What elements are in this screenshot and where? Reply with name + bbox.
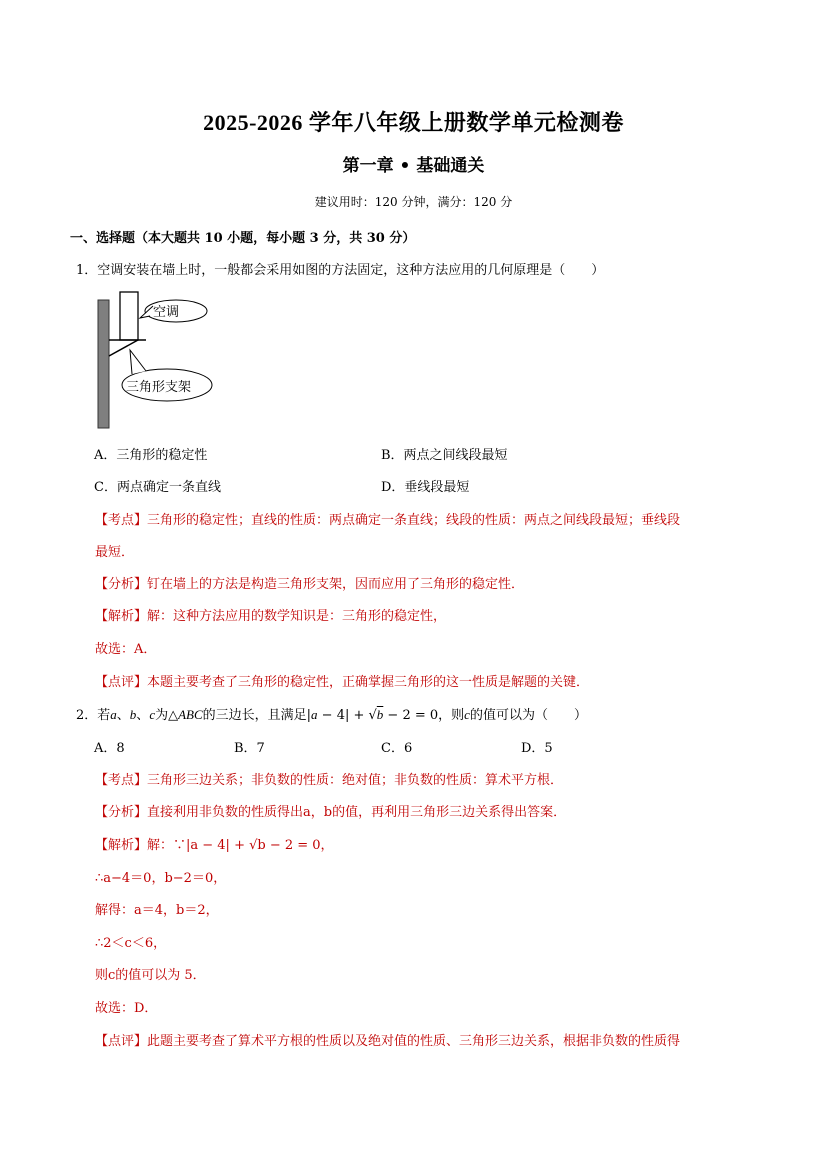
section-heading: 一、选择题（本大题共 10 小题，每小题 3 分，共 30 分）	[70, 231, 416, 246]
q2-expr-b: b	[376, 707, 384, 722]
q2-stem-mid: 为△	[155, 708, 179, 723]
q2-option-b: B．7	[234, 741, 265, 756]
page-title: 2025-2026 学年八年级上册数学单元检测卷	[203, 110, 624, 135]
q2-step3: ∴2＜c＜6，	[95, 936, 167, 951]
q2-expr-a: a	[311, 707, 318, 722]
bracket-brace-line	[109, 340, 138, 356]
q2-dianping: 【点评】此题主要考查了算术平方根的性质以及绝对值的性质、三角形三边关系，根据非负数的性质得	[95, 1034, 681, 1049]
q1-option-d: D．垂线段最短	[381, 480, 470, 495]
callout-pointer-frame	[130, 350, 146, 374]
q1-jiexi: 【解析】解：这种方法应用的数学知识是：三角形的稳定性，	[95, 609, 447, 624]
q2-fenxi: 【分析】直接利用非负数的性质得出a，b的值，再利用三角形三边关系得出答案．	[95, 805, 567, 820]
figure-label-ac: 空调	[153, 305, 180, 320]
q1-stem: 1．空调安装在墙上时，一般都会采用如图的方法固定，这种方法应用的几何原理是（ ）	[76, 263, 605, 278]
q2-kaodian: 【考点】三角形三边关系；非负数的性质：绝对值；非负数的性质：算术平方根．	[95, 773, 564, 788]
page-subtitle: 第一章 • 基础通关	[342, 156, 485, 176]
q1-option-c: C．两点确定一条直线	[94, 480, 221, 495]
air-conditioner-shape	[120, 292, 138, 340]
q1-dianping: 【点评】本题主要考查了三角形的稳定性，正确掌握三角形的这一性质是解题的关键．	[95, 675, 590, 690]
q2-expr-part4: − 2 = 0，则	[383, 708, 465, 723]
q2-option-a: A．8	[94, 741, 125, 756]
q2-triangle-abc: ABC	[178, 707, 203, 722]
q2-option-c: C．6	[381, 741, 413, 756]
q2-var-c: c	[149, 707, 156, 722]
q2-var-b: b	[129, 707, 137, 722]
q2-jiexi: 【解析】解：∵|a − 4| + √b − 2 = 0，	[95, 838, 334, 853]
q2-sep2: 、	[136, 708, 150, 723]
q2-sep1: 、	[116, 708, 130, 723]
q2-stem-mid2: 的三边长，且满足|	[202, 708, 312, 723]
q2-var-a: a	[110, 707, 117, 722]
q1-kaodian-line1: 【考点】三角形的稳定性；直线的性质：两点确定一条直线；线段的性质：两点之间线段最短；垂线段	[95, 513, 681, 528]
wall-shape	[98, 300, 109, 428]
q2-stem-prefix: 2．若	[76, 708, 111, 723]
q2-step2: 解得：a＝4，b＝2，	[95, 903, 219, 918]
q2-expr-part2: − 4| + √	[317, 708, 377, 723]
q1-guxuan: 故选：A．	[95, 642, 157, 657]
q2-guxuan: 故选：D．	[95, 1001, 158, 1016]
q1-option-b: B．两点之间线段最短	[381, 448, 508, 463]
q2-step4: 则c的值可以为 5．	[95, 968, 206, 983]
q1-kaodian-line2: 最短．	[95, 545, 135, 560]
q2-stem-end: 的值可以为（ ）	[469, 708, 587, 723]
q2-var-c2: c	[464, 707, 470, 722]
q2-step1: ∴a−4＝0，b−2＝0，	[95, 871, 227, 886]
q2-option-d: D．5	[521, 741, 553, 756]
q2-stem	[76, 704, 587, 723]
figure-label-frame: 三角形支架	[126, 380, 192, 395]
q1-option-a: A．三角形的稳定性	[94, 448, 208, 463]
exam-meta: 建议用时：120 分钟，满分：120 分	[314, 195, 513, 209]
q1-fenxi: 【分析】钉在墙上的方法是构造三角形支架，因而应用了三角形的稳定性．	[95, 577, 525, 592]
